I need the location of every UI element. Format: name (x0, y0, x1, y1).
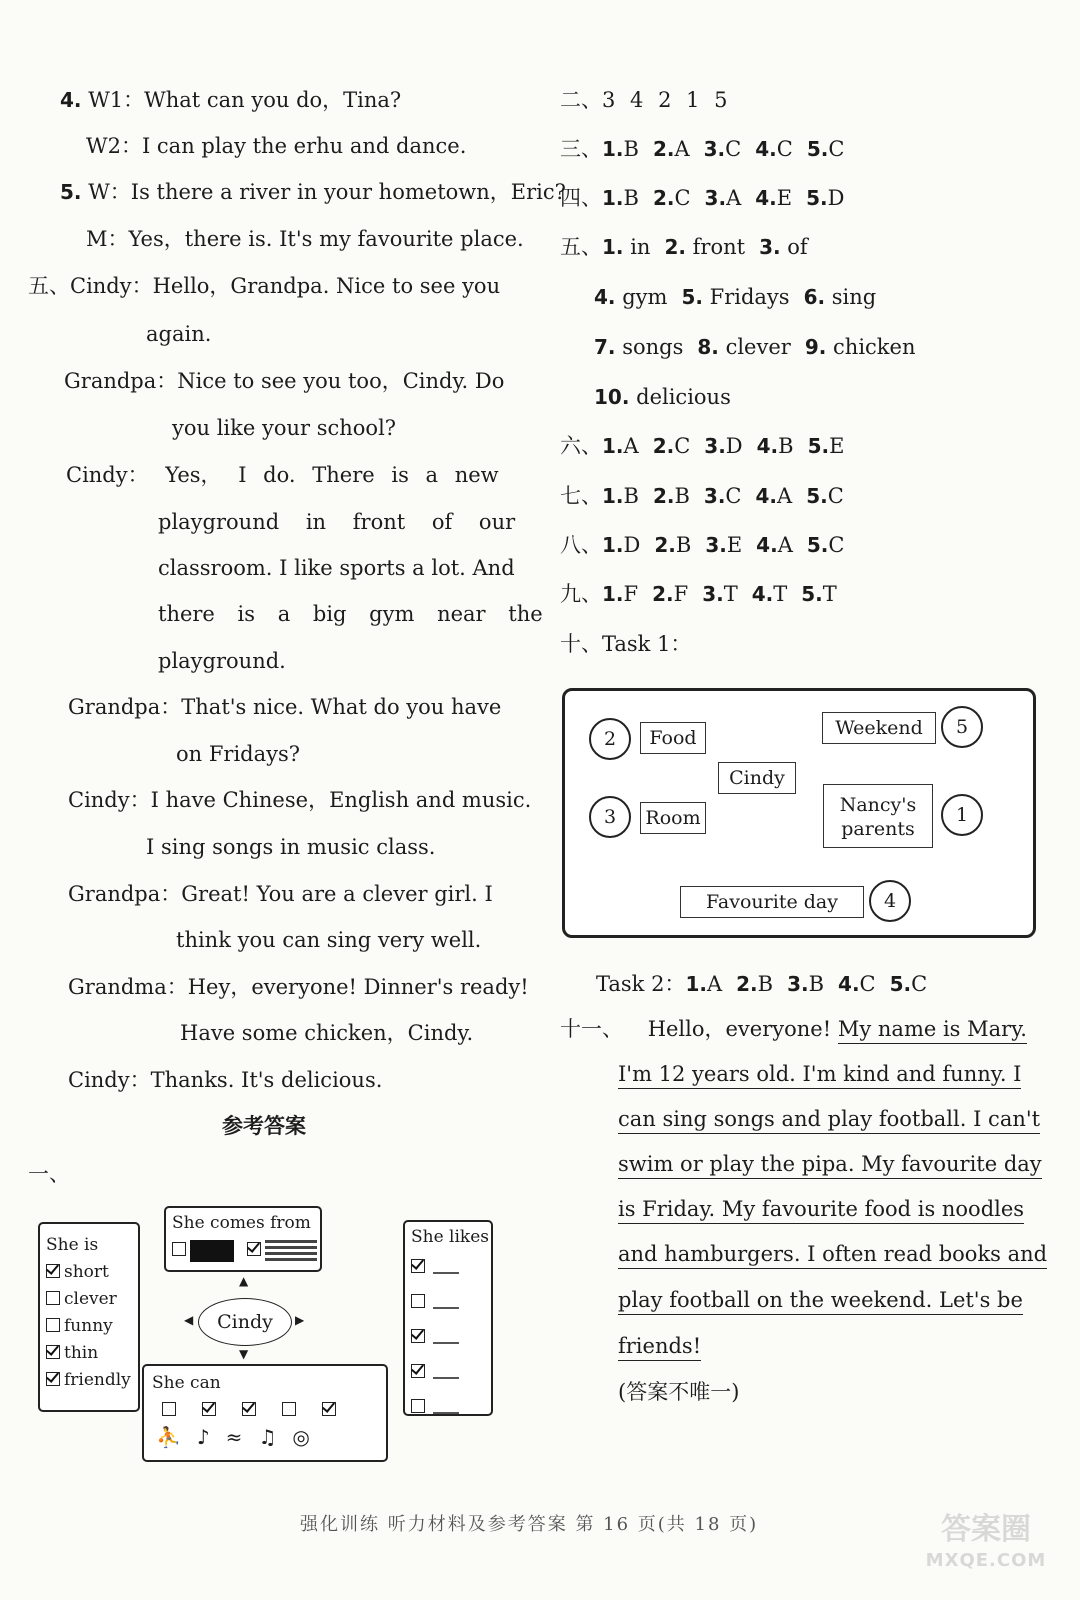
she-likes-item (411, 1394, 491, 1421)
essay-line: My name is Mary. (838, 1017, 1027, 1044)
number-circle: 5 (941, 706, 983, 748)
answer-item: 1.F (602, 582, 639, 606)
checkbox-icon (46, 1372, 60, 1386)
answer-item: 3.C (703, 484, 742, 508)
she-likes-item (411, 1254, 491, 1281)
answer-item: 3.C (703, 137, 742, 161)
food-box: Food (640, 722, 706, 754)
section-label: 四、 (560, 186, 602, 210)
item-number: 5. (60, 180, 82, 204)
dialogue-text: W1：What can you do，Tina? (88, 88, 402, 112)
section-label: 五、 (560, 235, 602, 259)
answer-item: 3.D (704, 434, 743, 458)
section-label: 八、 (560, 533, 602, 557)
number-circle: 3 (589, 796, 631, 838)
comes-from-title: She comes from (172, 1213, 311, 1233)
answer-item: 4. gym (594, 285, 668, 309)
she-likes-item (411, 1324, 491, 1351)
left-line-15: on Fridays? (176, 742, 301, 766)
number-circle: 2 (589, 718, 631, 760)
food-picture-icon (433, 1402, 459, 1414)
section-label: 七、 (560, 484, 602, 508)
answer-item: 3. of (759, 235, 808, 259)
activity-pictures (152, 1424, 386, 1451)
checkbox-icon (46, 1291, 60, 1305)
answers-heading: 参考答案 (222, 1114, 306, 1138)
essay-line-row (618, 1332, 701, 1360)
left-line-20: Grandma：Hey，everyone! Dinner's ready! (68, 975, 529, 999)
left-line-8: you like your school? (172, 416, 397, 440)
section-5-answers-cont (594, 283, 890, 311)
section-11-first-line (560, 1015, 1027, 1043)
answer-item: 2.B (654, 533, 692, 557)
checkbox-icon (411, 1329, 425, 1343)
left-line-6: again. (146, 322, 212, 346)
checkbox-icon (46, 1318, 60, 1332)
swimming-icon: ≈ (225, 1425, 259, 1449)
checkbox-icon (322, 1402, 336, 1416)
flag-options (172, 1237, 320, 1264)
favourite-day-box: Favourite day (680, 886, 864, 918)
weekend-box: Weekend (822, 712, 936, 744)
watermark (910, 1510, 1062, 1582)
she-can-title: She can (152, 1373, 221, 1393)
left-line-12: there is a big gym near the (158, 602, 543, 626)
watermark-url: MXQE.COM (925, 1550, 1047, 1571)
food-picture-icon (433, 1332, 459, 1344)
number-circle: 1 (941, 794, 983, 836)
dialogue-text: W：Is there a river in your hometown，Eric? (88, 180, 566, 204)
answer-item: 4.B (756, 434, 794, 458)
essay-line-row (618, 1105, 1040, 1133)
cindy-box: Cindy (718, 762, 796, 794)
checkbox-icon (282, 1402, 296, 1416)
comes-from-panel (164, 1206, 322, 1272)
answer-note: (答案不唯一) (618, 1380, 740, 1404)
checkbox-icon (46, 1345, 60, 1359)
answer-item: 5.T (801, 582, 837, 606)
answer-item: 5.C (806, 533, 845, 557)
essay-line: is Friday. My favourite food is noodles (618, 1197, 1024, 1224)
answer-item: 2.C (652, 186, 691, 210)
answer-item: 6. sing (803, 285, 877, 309)
answer-item: 2.A (652, 137, 690, 161)
she-is-label: thin (64, 1343, 99, 1363)
essay-line: can sing songs and play football. I can't (618, 1107, 1040, 1134)
essay-line: I'm 12 years old. I'm kind and funny. I (618, 1062, 1021, 1089)
left-line-1 (60, 86, 401, 114)
checkbox-icon (411, 1294, 425, 1308)
checkbox-icon (242, 1402, 256, 1416)
checkbox-icon (411, 1259, 425, 1273)
left-line-13: playground. (158, 649, 286, 673)
section-6-answers (560, 432, 858, 460)
section-7-answers (560, 482, 858, 510)
watermark-logo-text: 答案圈 (941, 1512, 1031, 1547)
left-line-18: Grandpa：Great! You are a clever girl. I (68, 882, 493, 906)
answer-item: 1.B (602, 137, 639, 161)
section-label: 三、 (560, 137, 602, 161)
greeting-text: Hello，everyone! (647, 1017, 832, 1041)
she-is-item (46, 1286, 138, 1313)
nancys-parents-box (823, 784, 933, 848)
section-5-answers (560, 233, 822, 261)
answer-item: 4.E (755, 186, 793, 210)
she-is-label: short (64, 1262, 109, 1282)
she-is-item (46, 1313, 138, 1340)
checkbox-icon (411, 1364, 425, 1378)
reading-icon: ◎ (292, 1425, 326, 1449)
she-can-panel (142, 1364, 388, 1462)
she-likes-panel (403, 1220, 493, 1416)
answer-item: 4.A (756, 533, 793, 557)
arrow-down-icon: ▼ (239, 1347, 249, 1361)
food-picture-icon (433, 1262, 459, 1274)
answer-item: 4.A (755, 484, 793, 508)
checkbox-icon (46, 1264, 60, 1278)
section-label: 六、 (560, 434, 602, 458)
she-is-label: clever (64, 1289, 117, 1309)
answer-item: 3.E (705, 533, 743, 557)
essay-line-row (618, 1195, 1024, 1223)
answer-item: 1.A (602, 434, 639, 458)
left-line-17: I sing songs in music class. (146, 835, 436, 859)
left-line-21: Have some chicken，Cindy. (180, 1021, 474, 1045)
china-flag-icon (190, 1240, 234, 1262)
left-line-7: Grandpa：Nice to see you too，Cindy. Do (64, 369, 505, 393)
task2-label: Task 2： (596, 972, 686, 996)
task2-answers (596, 970, 941, 998)
answer-item: 1.B (602, 484, 639, 508)
section-5-answers-cont (594, 383, 745, 411)
checkbox-icon (411, 1399, 425, 1413)
left-line-5: 五、Cindy：Hello，Grandpa. Nice to see you (28, 274, 501, 298)
she-likes-title: She likes (411, 1227, 490, 1247)
arrow-left-icon: ◀ (184, 1313, 194, 1327)
left-line-19: think you can sing very well. (176, 928, 482, 952)
section-5-answers-cont (594, 333, 929, 361)
she-likes-item (411, 1289, 491, 1316)
checkbox-icon (162, 1402, 176, 1416)
left-line-3 (60, 178, 566, 206)
left-line-16: Cindy：I have Chinese，English and music. (68, 788, 532, 812)
she-likes-item (411, 1359, 491, 1386)
answer-item: 4.C (838, 972, 876, 996)
answer-item: 3.B (787, 972, 825, 996)
section-9-answers (560, 580, 851, 608)
answer-item: 1.D (602, 533, 641, 557)
answer-item: 5.C (806, 137, 845, 161)
answer-item: 5.D (806, 186, 845, 210)
she-is-label: funny (64, 1316, 113, 1336)
answer-item: 4.C (755, 137, 793, 161)
checkbox-icon (202, 1402, 216, 1416)
section-2-answers: 二、3 4 2 1 5 (560, 88, 728, 112)
arrow-right-icon: ▶ (295, 1313, 305, 1327)
answer-item: 5.E (807, 434, 845, 458)
essay-line: play football on the weekend. Let's be (618, 1288, 1023, 1315)
left-line-9: Cindy： Yes， I do. There is a new (66, 463, 499, 487)
answer-item: 2.B (652, 484, 690, 508)
answer-item: 2. front (664, 235, 746, 259)
she-can-checks (152, 1397, 386, 1424)
essay-line: friends! (618, 1334, 701, 1361)
section-label: 十一、 (560, 1017, 623, 1041)
she-is-panel (38, 1222, 140, 1412)
essay-line-row (618, 1060, 1021, 1088)
she-is-item (46, 1259, 138, 1286)
checkbox-icon (172, 1242, 186, 1256)
answer-item: 1. in (602, 235, 651, 259)
arrow-up-icon: ▲ (239, 1274, 249, 1288)
item-number: 4. (60, 88, 82, 112)
essay-line-row (618, 1150, 1042, 1178)
section-10-task1-label: 十、Task 1： (560, 632, 692, 656)
answer-item: 3.A (704, 186, 742, 210)
essay-line-row (618, 1240, 1047, 1268)
answer-item: 9. chicken (804, 335, 916, 359)
answer-item: 5. Fridays (681, 285, 790, 309)
left-line-2: W2：I can play the erhu and dance. (86, 134, 467, 158)
number-circle: 4 (869, 880, 911, 922)
answer-item: 2.F (652, 582, 689, 606)
left-line-4: M：Yes，there is. It's my favourite place. (86, 227, 524, 251)
left-line-22: Cindy：Thanks. It's delicious. (68, 1068, 383, 1092)
page-footer: 强化训练 听力材料及参考答案 第 16 页(共 18 页) (300, 1514, 759, 1535)
answer-item: 5.C (806, 484, 844, 508)
section-label: 九、 (560, 582, 602, 606)
answer-item: 7. songs (594, 335, 684, 359)
erhu-icon: ♫ (258, 1425, 293, 1449)
skipping-icon: ⛹ (156, 1425, 197, 1449)
answer-item: 1.B (602, 186, 639, 210)
section-3-answers (560, 135, 858, 163)
usa-flag-icon (265, 1240, 317, 1262)
parents-line-2: parents (841, 818, 915, 840)
answer-item: 4.T (751, 582, 788, 606)
answer-item: 3.T (702, 582, 738, 606)
room-box: Room (640, 802, 706, 834)
left-line-14: Grandpa：That's nice. What do you have (68, 695, 502, 719)
section-1-label: 一、 (28, 1162, 70, 1186)
essay-line: swim or play the pipa. My favourite day (618, 1152, 1042, 1179)
essay-line: and hamburgers. I often read books and (618, 1242, 1047, 1269)
left-line-11: classroom. I like sports a lot. And (158, 556, 515, 580)
answer-item: 5.C (889, 972, 928, 996)
food-picture-icon (433, 1367, 459, 1379)
checkbox-icon (247, 1242, 261, 1256)
she-is-title: She is (46, 1235, 99, 1255)
left-line-10: playground in front of our (158, 510, 516, 534)
food-picture-icon (433, 1297, 459, 1309)
essay-line-row (618, 1286, 1023, 1314)
section-8-answers (560, 531, 858, 559)
she-is-item (46, 1367, 138, 1394)
answer-item: 2.C (652, 434, 691, 458)
section-4-answers (560, 184, 858, 212)
answer-item: 10. delicious (594, 385, 731, 409)
answer-item: 1.A (685, 972, 723, 996)
answer-item: 8. clever (697, 335, 791, 359)
answer-item: 2.B (736, 972, 774, 996)
parents-line-1: Nancy's (839, 794, 917, 816)
dancing-icon: ♪ (196, 1425, 226, 1449)
cindy-oval: Cindy (198, 1298, 292, 1346)
she-is-label: friendly (64, 1370, 131, 1390)
she-is-item (46, 1340, 138, 1367)
